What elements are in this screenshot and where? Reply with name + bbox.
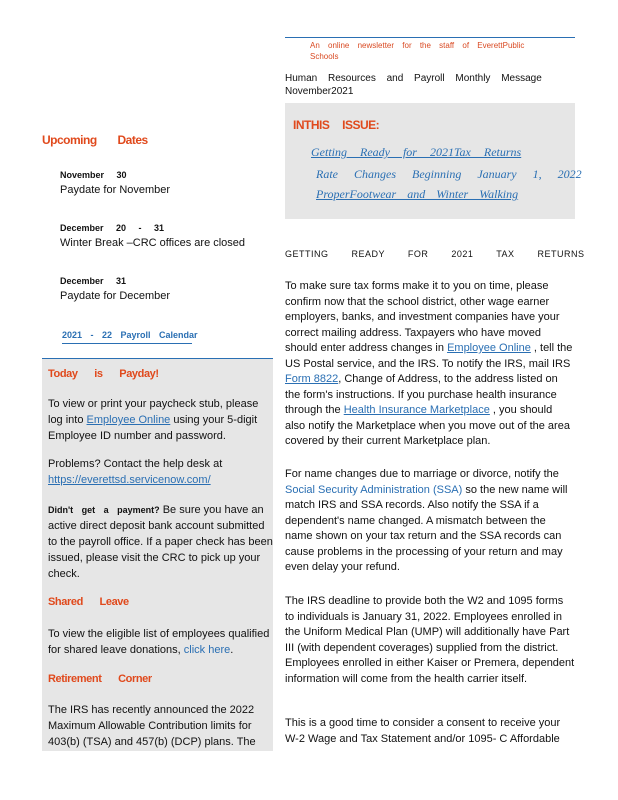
payment-lead: Didn't get a payment? [48,505,160,515]
issue-link-tax-returns[interactable]: Getting Ready for 2021Tax Returns [311,145,522,159]
article-text: , you should also notify the Marketplace when you move out of the area covered by their current Marketplace plan. [285,404,570,447]
newsletter-subtitle: Human Resources and Payroll Monthly Message November2021 [285,73,542,97]
payday-paragraph [48,396,273,444]
article-paragraph: The IRS deadline to provide both the W2 and 1095 forms to individuals is January 31, 2022. Employees enrolled in the Uniform Medical Plan (UMP) will additionally have Part III (with dependent coverages) supplied from the district. Employees enrolled in either Kaiser or Premera, dependent information will come from the health carrier itself. [285,595,575,685]
help-desk-link[interactable]: https://everettsd.servicenow.com/ [48,474,211,486]
article-text: so the new name will match IRS and SSA records. Also notify the SSA if a dependent's name changed. A mismatch between the name shown on your tax return and the SSA records can cause problems in the processing of your return and may even delay your refund. [285,483,568,573]
payday-heading: Today is Payday! [48,368,159,380]
shared-leave-heading: Shared Leave [48,596,129,608]
event-date: December 31 [60,276,127,286]
payday-text-end: using your 5-digit Employee ID number and password. [48,414,258,442]
article-text: For name changes due to marriage or divorce, notify the [285,468,559,480]
problems-paragraph [48,456,273,488]
article-title: GETTING READY FOR 2021 TAX RETURNS [285,249,585,259]
employee-online-link[interactable]: Employee Online [447,342,531,354]
shared-leave-paragraph [48,626,273,658]
ssa-link[interactable]: Social Security Administration (SSA) [285,483,463,496]
problems-text: Problems? Contact the help desk at [48,458,223,470]
article-paragraph [285,279,575,450]
payroll-calendar-link[interactable]: 2021 - 22 Payroll Calendar [62,330,198,340]
health-marketplace-link[interactable]: Health Insurance Marketplace [343,404,490,416]
payment-text: Be sure you have an active direct deposit bank account submitted to the payroll office. If a paper check has been issued, please visit the CRC to pick up your check. [48,504,273,580]
article-paragraph: This is a good time to consider a consent to receive your W-2 Wage and Tax Statement and/or 1095- C Affordable [285,717,561,745]
employee-online-link[interactable]: Employee Online [86,414,171,426]
upcoming-dates-heading: Upcoming Dates [42,133,148,147]
issue-link-footwear[interactable]: ProperFootwear and Winter Walking [316,187,519,201]
retirement-heading: Retirement Corner [48,673,152,685]
in-this-issue-title: INTHIS ISSUE: [293,118,380,132]
article-paragraph [285,467,575,576]
event-date: December 20 - 31 [60,223,165,233]
header-rule [285,37,575,38]
payment-paragraph [48,502,273,582]
event-text: Paydate for December [60,290,171,302]
payday-text: To view or print your paycheck stub, please log into [48,398,259,426]
article-text: , Change of Address, to the address listed on the form's instructions. If you purchase health insurance through the [285,373,558,416]
article-text: To make sure tax forms make it to you on time, please confirm now that the school district, other wage earner employers, banks, and investment companies have your correct mailing address. Taxpayers who have moved should enter address changes in [285,280,560,354]
article-text: , tell the US Postal service, and the IRS. To notify the IRS, mail IRS [285,342,573,370]
calendar-link-underline [62,343,192,344]
newsletter-tagline: An online newsletter for the staff of EverettPublic Schools [310,41,525,61]
click-here-link[interactable]: click here [183,644,231,656]
event-date: November 30 [60,170,127,180]
retirement-paragraph: The IRS has recently announced the 2022 Maximum Allowable Contribution limits for 403(b) (TSA) and 457(b) (DCP) plans. The [48,704,256,748]
shared-leave-end: . [230,644,234,656]
event-text: Paydate for November [60,184,171,196]
issue-link-rate-changes[interactable]: Rate Changes Beginning January 1, 2022 [316,167,582,181]
shared-leave-text: To view the eligible list of employees qualified for shared leave donations, [48,628,270,656]
event-text: Winter Break –CRC offices are closed [60,237,246,249]
form-8822-link[interactable]: Form 8822 [285,373,339,385]
